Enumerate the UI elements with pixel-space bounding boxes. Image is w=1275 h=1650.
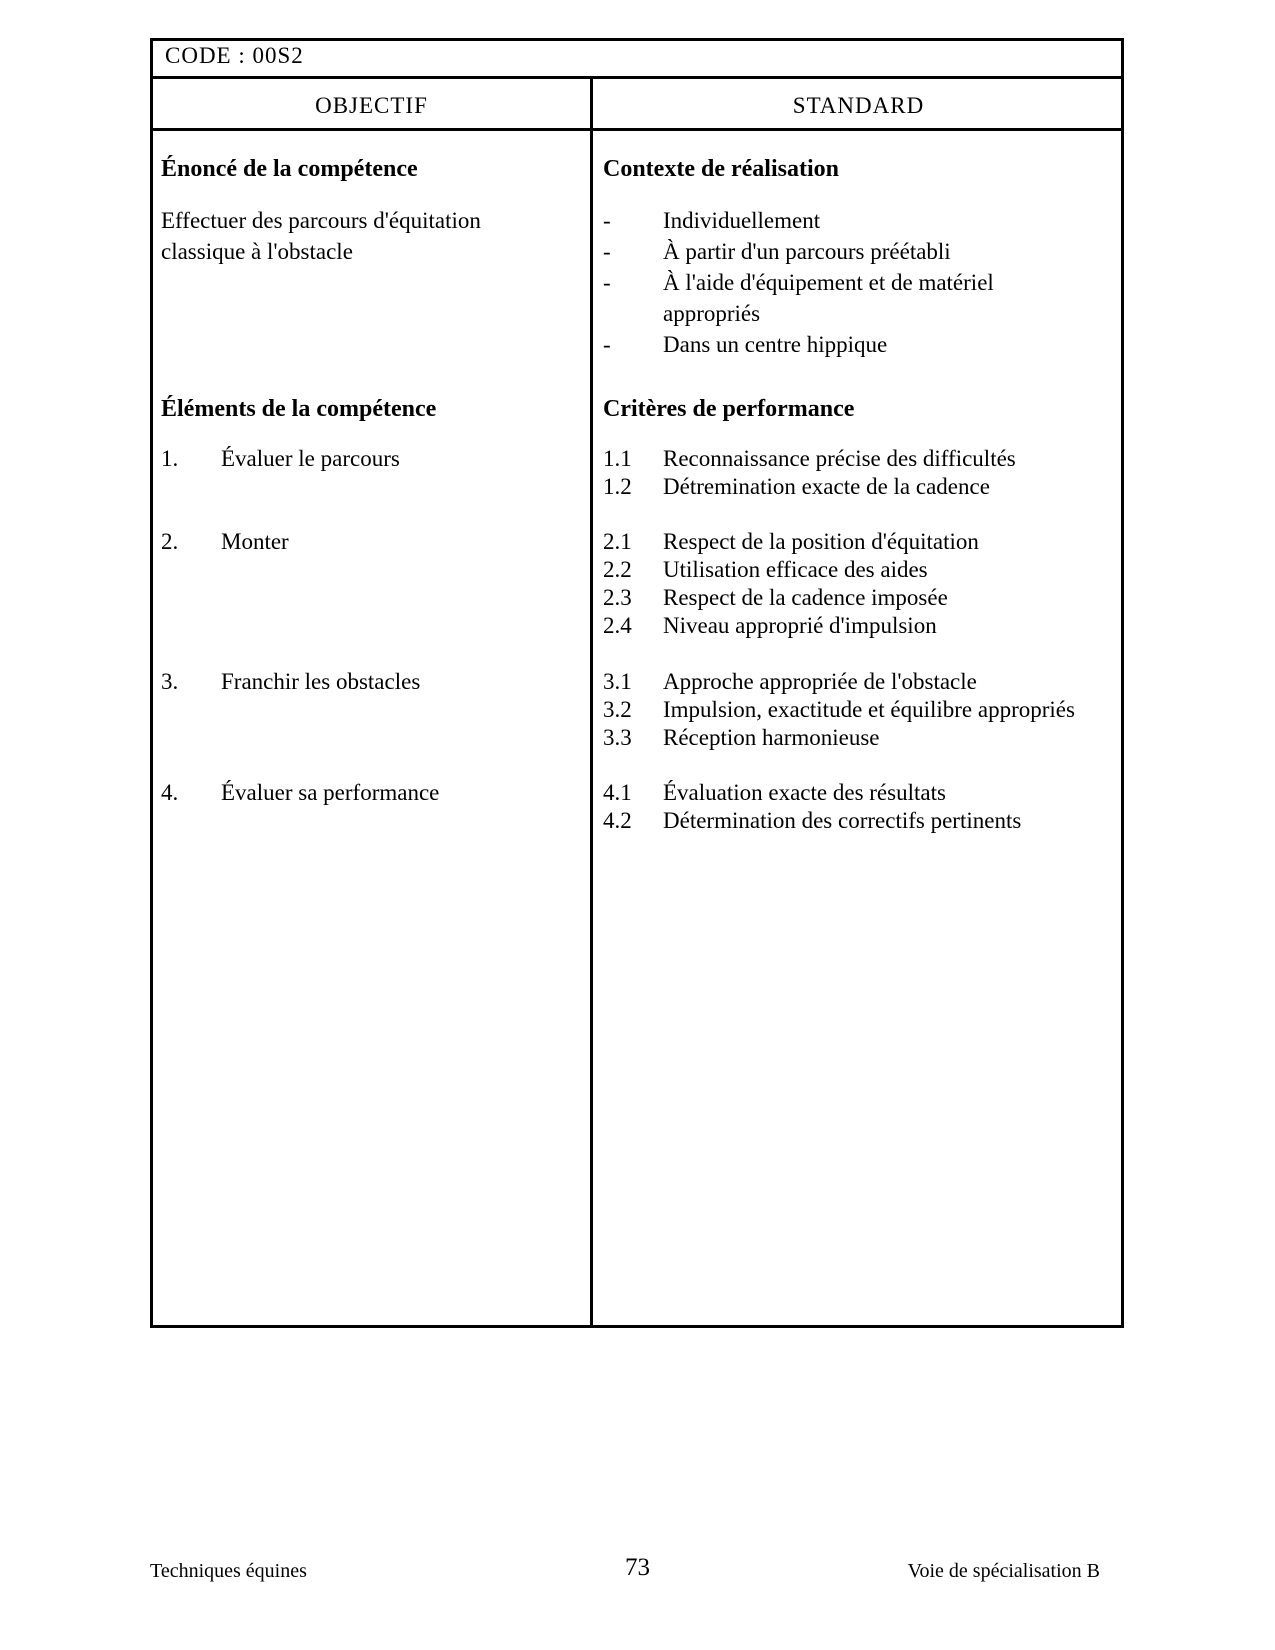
footer-track: Voie de spécialisation B [907,1560,1100,1582]
code-row [153,41,1121,79]
elements-title: Éléments de la compétence [161,396,437,422]
standard-column [603,131,1121,1325]
contexte-label: À partir d'un parcours préétabli [663,239,951,264]
dash-marker: - [603,239,611,264]
critere-number: 1.2 [603,474,632,499]
element-number: 1. [161,446,179,471]
element-label: Monter [221,529,289,554]
critere-label: Reconnaissance précise des difficultés [663,446,1016,471]
critere-label: Impulsion, exactitude et équilibre appropriés [663,697,1075,722]
footer-program: Techniques équines [150,1560,307,1582]
element-number: 3. [161,669,179,694]
critere-label: Utilisation efficace des aides [663,557,928,582]
dash-marker: - [603,270,611,295]
element-label: Évaluer sa performance [221,780,440,805]
critere-number: 1.1 [603,446,632,471]
critere-number: 2.4 [603,613,632,638]
critere-label: Évaluation exacte des résultats [663,780,946,805]
contexte-label: À l'aide d'équipement et de matériel [663,270,994,295]
objectif-header: OBJECTIF [315,93,428,118]
critere-label: Niveau approprié d'impulsion [663,613,937,638]
critere-label: Approche appropriée de l'obstacle [663,669,977,694]
competency-code: CODE : 00S2 [165,43,304,68]
element-number: 2. [161,529,179,554]
critere-label: Détremination exacte de la cadence [663,474,990,499]
critere-number: 3.1 [603,669,632,694]
critere-label: Respect de la cadence imposée [663,585,948,610]
enonce-line-1: Effectuer des parcours d'équitation [161,208,481,233]
element-number: 4. [161,780,179,805]
critere-label: Détermination des correctifs pertinents [663,808,1022,833]
contexte-label: Individuellement [663,208,821,233]
critere-number: 2.1 [603,529,632,554]
critere-label: Réception harmonieuse [663,725,880,750]
standard-header: STANDARD [792,93,925,118]
column-divider [590,79,593,1325]
critere-number: 2.2 [603,557,632,582]
element-label: Franchir les obstacles [221,669,421,694]
criteres-title: Critères de performance [603,396,855,422]
dash-marker: - [603,332,611,357]
contexte-label: appropriés [663,301,761,326]
contexte-title: Contexte de réalisation [603,156,839,182]
critere-number: 3.3 [603,725,632,750]
critere-number: 4.2 [603,808,632,833]
critere-label: Respect de la position d'équitation [663,529,979,554]
competency-table [150,38,1124,1328]
critere-number: 3.2 [603,697,632,722]
column-header-row [153,79,1121,131]
enonce-line-2: classique à l'obstacle [161,239,353,264]
page-number: 73 [625,1554,650,1581]
contexte-label: Dans un centre hippique [663,332,888,357]
enonce-title: Énoncé de la compétence [161,156,418,182]
critere-number: 4.1 [603,780,632,805]
dash-marker: - [603,208,611,233]
critere-number: 2.3 [603,585,632,610]
element-label: Évaluer le parcours [221,446,400,471]
objectif-column [161,131,581,1325]
